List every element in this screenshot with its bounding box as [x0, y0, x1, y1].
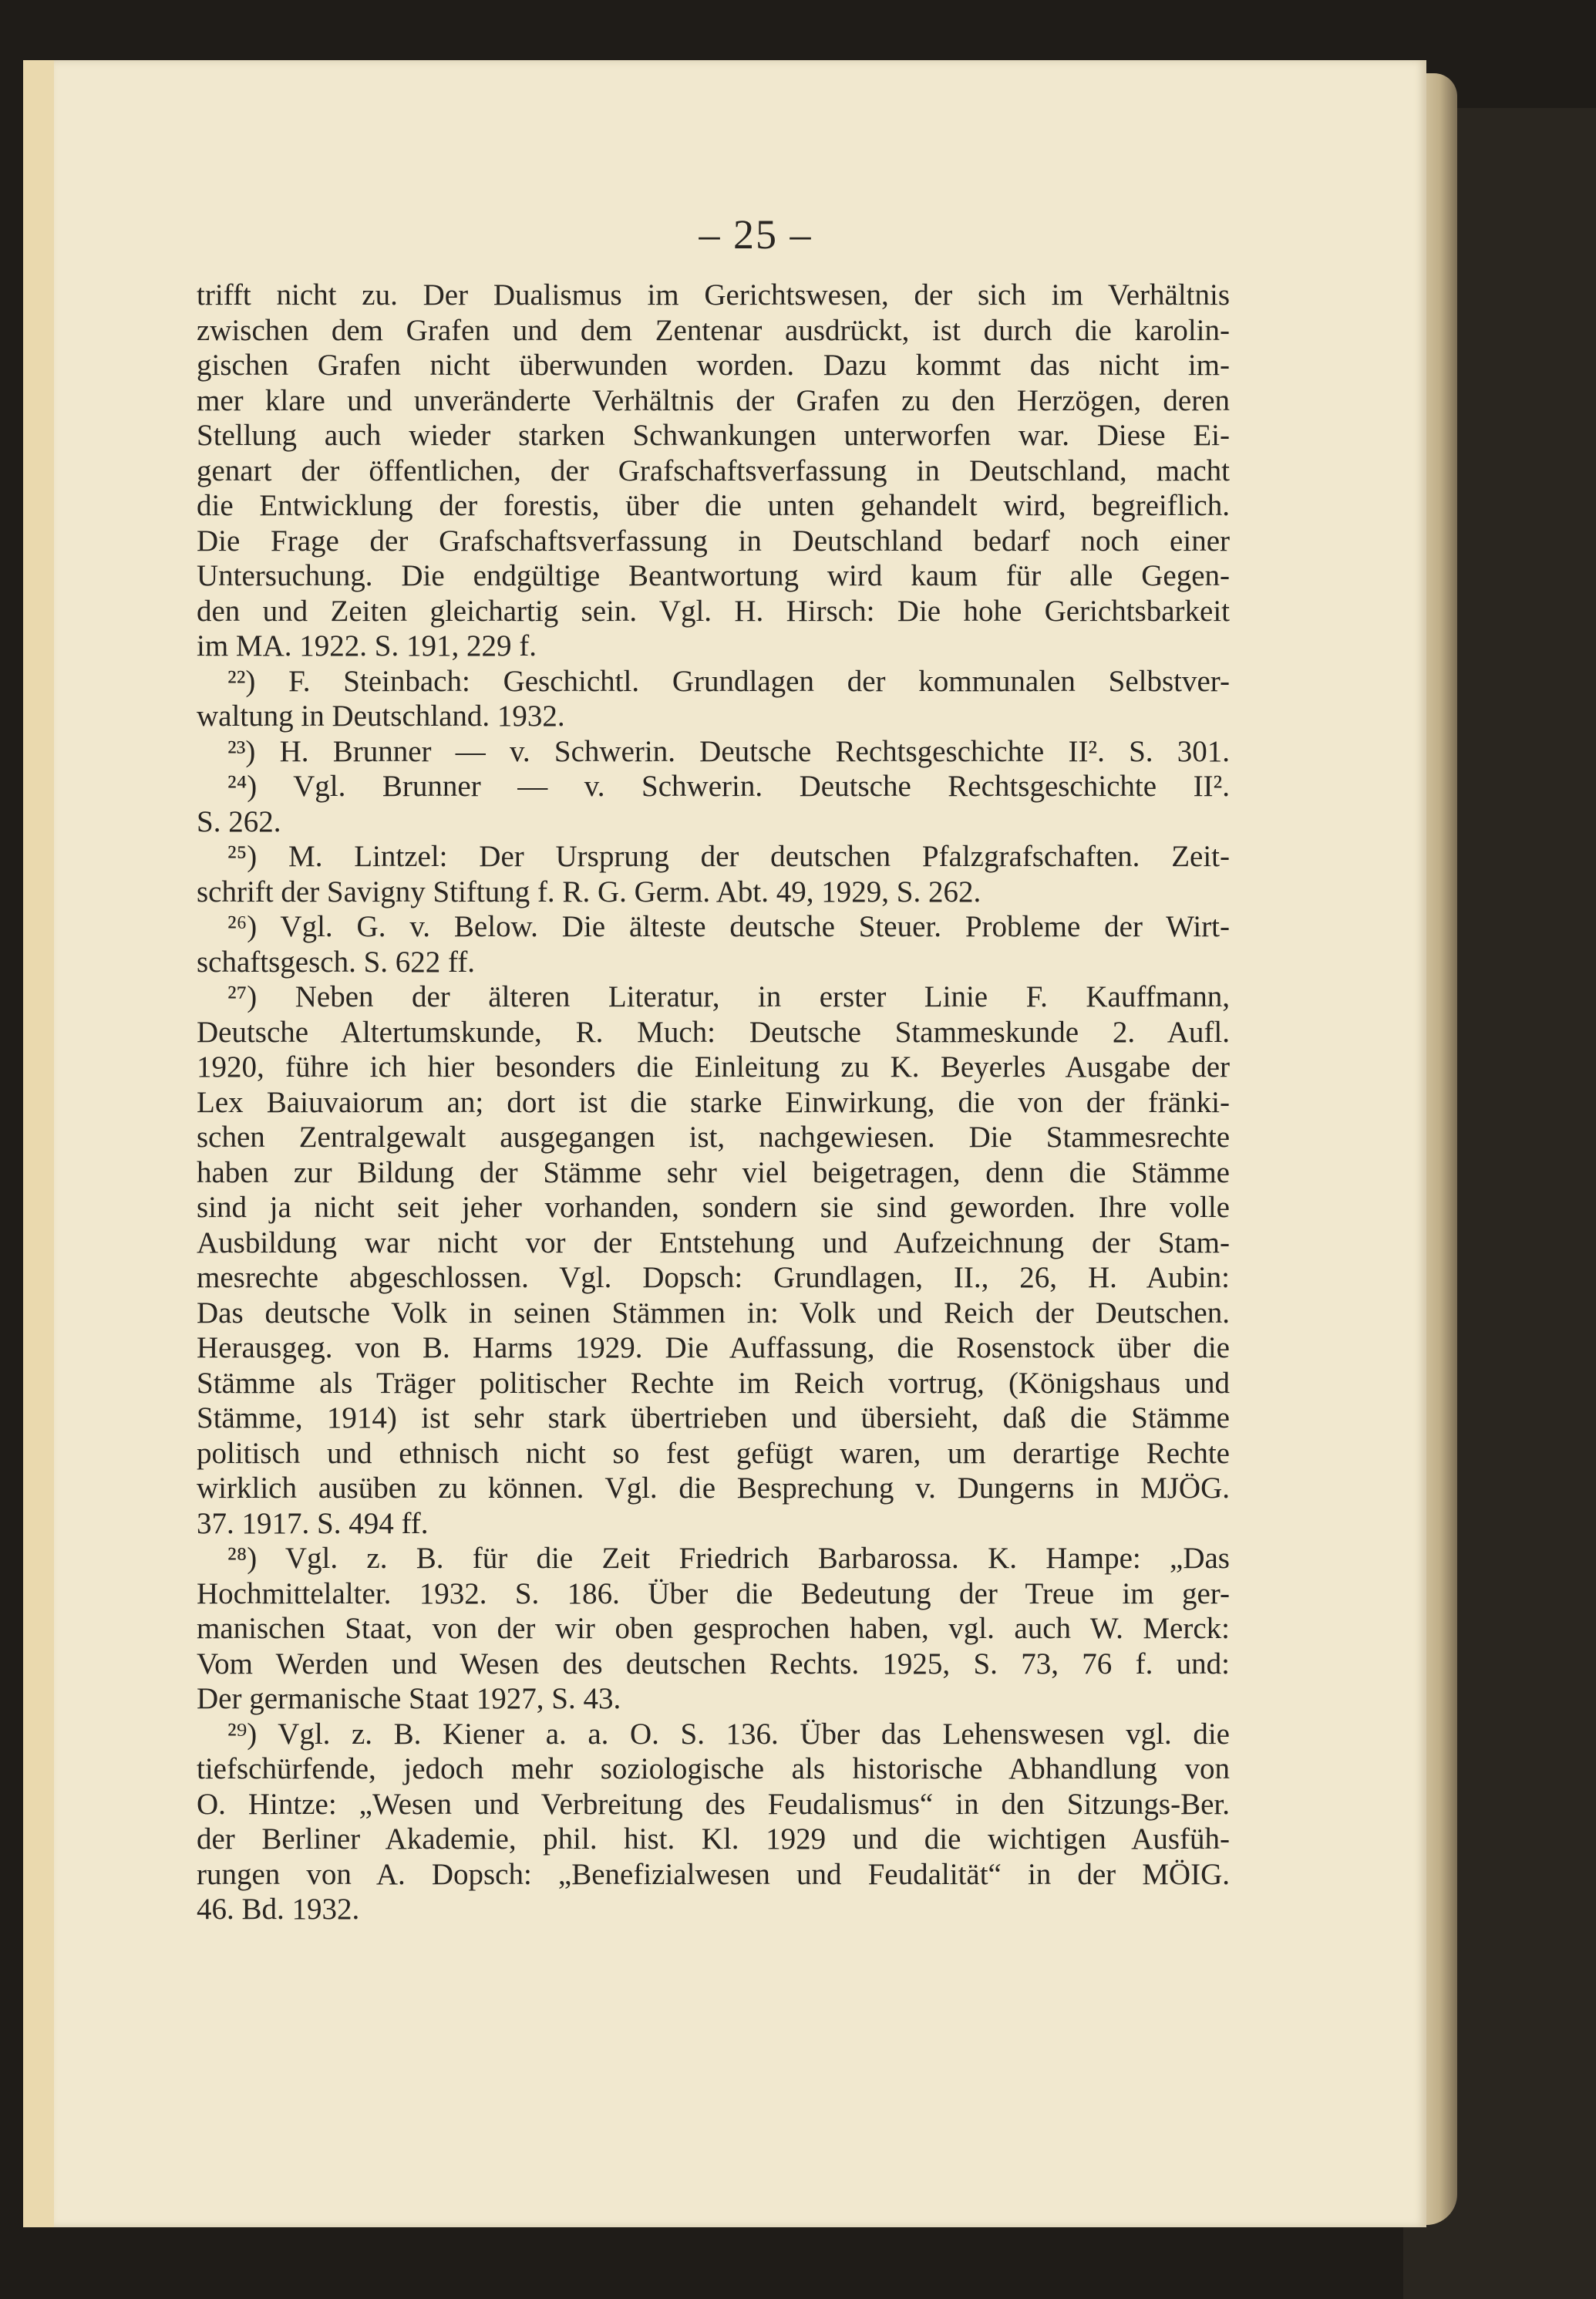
- text-line: politisch und ethnisch nicht so fest gefügt waren, um derartige Rechte: [197, 1436, 1230, 1470]
- text-line: genart der öffentlichen, der Grafschaftsverfassung in Deutschland, macht: [197, 453, 1230, 487]
- text-line: die Entwicklung der forestis, über die unten gehandelt wird, begreiflich.: [197, 489, 1230, 522]
- text-line: der Berliner Akademie, phil. hist. Kl. 1929 und die wichtigen Ausfüh-: [197, 1822, 1230, 1856]
- text-line: ²⁶) Vgl. G. v. Below. Die älteste deutsche Steuer. Probleme der Wirt-: [227, 910, 1230, 943]
- text-line: S. 262.: [197, 804, 281, 838]
- text-line: sind ja nicht seit jeher vorhanden, sondern sie sind geworden. Ihre volle: [197, 1191, 1230, 1224]
- text-line: rungen von A. Dopsch: „Benefizialwesen und Feudalität“ in der MÖIG.: [197, 1857, 1230, 1891]
- text-line: Der germanische Staat 1927, S. 43.: [197, 1682, 621, 1715]
- text-line: ²²) F. Steinbach: Geschichtl. Grundlagen der kommunalen Selbstver-: [227, 664, 1230, 698]
- footnote-text-block: [197, 278, 1230, 1927]
- page-number: – 25 –: [699, 211, 813, 258]
- text-line: Ausbildung war nicht vor der Entstehung und Aufzeichnung der Stam-: [197, 1225, 1230, 1259]
- text-line: Stellung auch wieder starken Schwankungen unterworfen war. Diese Ei-: [197, 419, 1230, 452]
- text-line: gischen Grafen nicht überwunden worden. Dazu kommt das nicht im-: [197, 349, 1230, 382]
- text-line: ²³) H. Brunner — v. Schwerin. Deutsche Rechtsgeschichte II². S. 301.: [227, 734, 1230, 768]
- text-line: ²⁷) Neben der älteren Literatur, in erster Linie F. Kauffmann,: [227, 980, 1230, 1013]
- text-line: Herausgeg. von B. Harms 1929. Die Auffassung, die Rosenstock über die: [197, 1331, 1230, 1364]
- text-line: schaftsgesch. S. 622 ff.: [197, 945, 476, 979]
- text-line: mesrechte abgeschlossen. Vgl. Dopsch: Grundlagen, II., 26, H. Aubin:: [197, 1261, 1230, 1294]
- text-line: Stämme als Träger politischer Rechte im Reich vortrug, (Königshaus und: [197, 1366, 1230, 1400]
- text-line: O. Hintze: „Wesen und Verbreitung des Feudalismus“ in den Sitzungs-Ber.: [197, 1787, 1230, 1821]
- text-line: Vom Werden und Wesen des deutschen Rechts. 1925, S. 73, 76 f. und:: [197, 1647, 1230, 1680]
- text-line: Deutsche Altertumskunde, R. Much: Deutsche Stammeskunde 2. Aufl.: [197, 1015, 1230, 1049]
- text-line: manischen Staat, von der wir oben gesprochen haben, vgl. auch W. Merck:: [197, 1612, 1230, 1645]
- text-line: schrift der Savigny Stiftung f. R. G. Germ. Abt. 49, 1929, S. 262.: [197, 875, 982, 908]
- text-line: waltung in Deutschland. 1932.: [197, 699, 565, 733]
- text-line: zwischen dem Grafen und dem Zentenar ausdrückt, ist durch die karolin-: [197, 313, 1230, 347]
- text-line: 46. Bd. 1932.: [197, 1893, 360, 1926]
- text-line: ²⁵) M. Lintzel: Der Ursprung der deutschen Pfalzgrafschaften. Zeit-: [227, 840, 1230, 873]
- text-line: Das deutsche Volk in seinen Stämmen in: Volk und Reich der Deutschen.: [197, 1296, 1230, 1330]
- text-line: tiefschürfende, jedoch mehr soziologische als historische Abhandlung von: [197, 1752, 1230, 1785]
- text-line: 1920, führe ich hier besonders die Einleitung zu K. Beyerles Ausgabe der: [197, 1050, 1230, 1084]
- text-line: Stämme, 1914) ist sehr stark übertrieben und übersieht, daß die Stämme: [197, 1401, 1230, 1434]
- text-line: den und Zeiten gleichartig sein. Vgl. H. Hirsch: Die hohe Gerichtsbarkeit: [197, 594, 1230, 628]
- text-line: ²⁹) Vgl. z. B. Kiener a. a. O. S. 136. Über das Lehenswesen vgl. die: [227, 1717, 1230, 1751]
- text-line: im MA. 1922. S. 191, 229 f.: [197, 629, 537, 662]
- text-line: ²⁴) Vgl. Brunner — v. Schwerin. Deutsche Rechtsgeschichte II².: [227, 770, 1230, 803]
- text-line: ²⁸) Vgl. z. B. für die Zeit Friedrich Barbarossa. K. Hampe: „Das: [227, 1542, 1230, 1575]
- text-line: wirklich ausüben zu können. Vgl. die Besprechung v. Dungerns in MJÖG.: [197, 1471, 1230, 1505]
- text-line: haben zur Bildung der Stämme sehr viel beigetragen, denn die Stämme: [197, 1155, 1230, 1189]
- book-page: [23, 60, 1426, 2227]
- text-line: Die Frage der Grafschaftsverfassung in Deutschland bedarf noch einer: [197, 524, 1230, 558]
- text-line: 37. 1917. S. 494 ff.: [197, 1506, 429, 1540]
- text-line: trifft nicht zu. Der Dualismus im Gerichtswesen, der sich im Verhältnis: [197, 278, 1230, 312]
- text-line: Hochmittelalter. 1932. S. 186. Über die Bedeutung der Treue im ger-: [197, 1576, 1230, 1610]
- text-line: mer klare und unveränderte Verhältnis der Grafen zu den Herzögen, deren: [197, 383, 1230, 417]
- text-line: Untersuchung. Die endgültige Beantwortung wird kaum für alle Gegen-: [197, 559, 1230, 592]
- text-line: Lex Baiuvaiorum an; dort ist die starke Einwirkung, die von der fränki-: [197, 1085, 1230, 1119]
- text-line: schen Zentralgewalt ausgegangen ist, nachgewiesen. Die Stammesrechte: [197, 1121, 1230, 1154]
